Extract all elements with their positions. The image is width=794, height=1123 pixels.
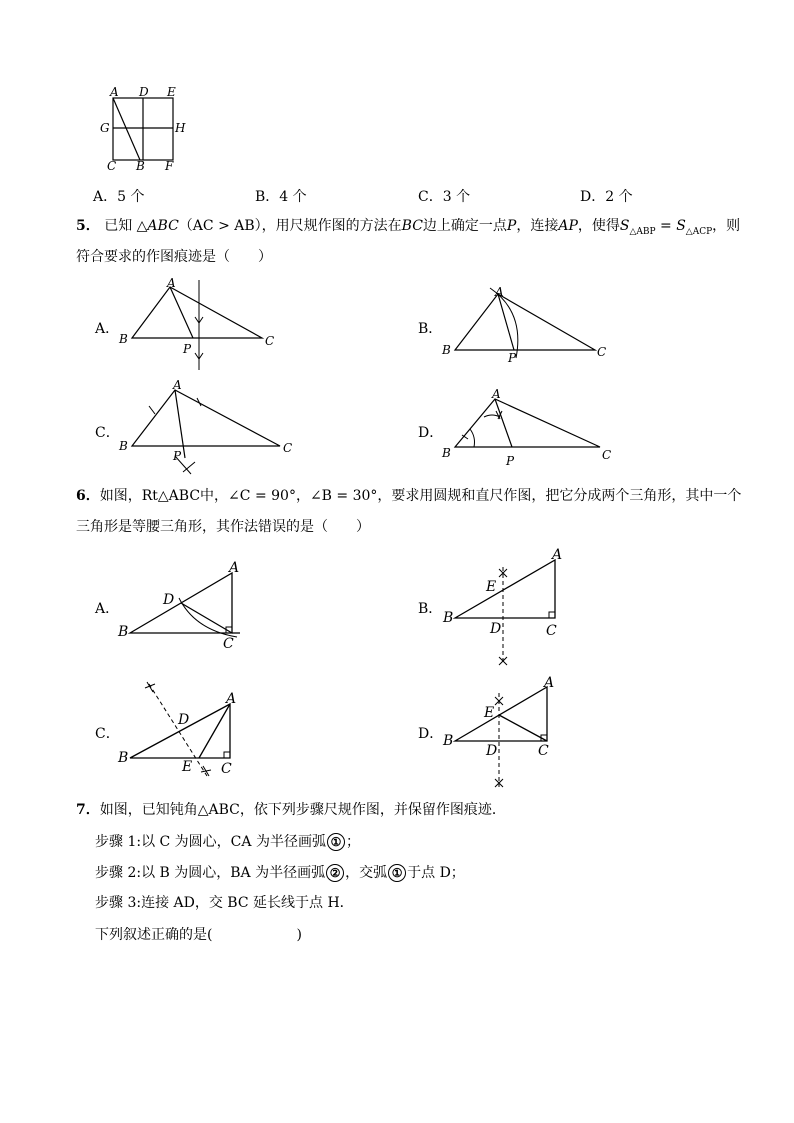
- q6-stem-line1: 6．如图，Rt△ABC中，∠C = 90°，∠B = 30°，要求用圆规和直尺作图，把它分成两个三角形，其中一个: [76, 488, 742, 504]
- q5-label-d: D．: [418, 425, 444, 441]
- q5-label-b: B．: [418, 321, 443, 337]
- q4-option-b: B．4 个: [255, 189, 307, 205]
- q6-label-a: A．: [95, 601, 120, 617]
- q4-option-c: C．3 个: [418, 189, 471, 205]
- svg-text:E: E: [167, 85, 176, 99]
- q4-option-a: A．5 个: [93, 189, 145, 205]
- svg-text:B: B: [443, 610, 454, 626]
- svg-text:P: P: [506, 454, 515, 468]
- q6-stem-line2: 三角形是等腰三角形，其作法错误的是（ ）: [76, 519, 370, 535]
- q6-number: 6．: [76, 488, 100, 504]
- svg-text:A: A: [167, 276, 176, 290]
- q5-label-c: C．: [95, 425, 120, 441]
- q7-step3: 步骤 3:连接 AD，交 BC 延长线于点 H．: [95, 895, 354, 911]
- svg-text:B: B: [443, 733, 454, 749]
- svg-text:D: D: [139, 85, 149, 99]
- svg-text:A: A: [173, 378, 182, 392]
- svg-text:B: B: [136, 159, 145, 173]
- svg-text:E: E: [484, 705, 495, 721]
- svg-text:H: H: [175, 121, 186, 135]
- svg-text:C: C: [538, 743, 549, 759]
- q6-label-c: C．: [95, 726, 120, 742]
- svg-text:D: D: [490, 621, 502, 637]
- q7-step1: 步骤 1:以 C 为圆心，CA 为半径画弧 ① ；: [95, 834, 360, 850]
- svg-text:B: B: [119, 439, 128, 453]
- q7-number: 7．: [76, 802, 100, 818]
- svg-text:A: A: [492, 387, 501, 401]
- q5-number: 5．: [76, 218, 100, 234]
- svg-text:B: B: [119, 332, 128, 346]
- q6-figure-a: [115, 558, 250, 653]
- svg-text:P: P: [173, 449, 182, 463]
- svg-text:C: C: [265, 334, 275, 348]
- svg-text:E: E: [182, 759, 193, 775]
- svg-text:C: C: [546, 623, 557, 639]
- q6-figure-d: [440, 675, 575, 795]
- svg-text:G: G: [100, 121, 110, 135]
- q5-stem-line2: 符合要求的作图痕迹是（ ）: [76, 249, 272, 265]
- svg-text:B: B: [118, 624, 129, 640]
- q4-option-d: D．2 个: [580, 189, 633, 205]
- q5-figure-a: [115, 275, 295, 375]
- q5-figure-b: [440, 282, 620, 367]
- svg-text:A: A: [226, 691, 237, 707]
- svg-text:F: F: [165, 159, 174, 173]
- q6-label-d: D．: [418, 726, 444, 742]
- q6-figure-c: [115, 678, 250, 788]
- svg-text:C: C: [283, 441, 293, 455]
- arc-2-mark: ②: [326, 864, 344, 882]
- q4-grid-figure: [95, 86, 195, 176]
- svg-text:A: A: [110, 85, 119, 99]
- svg-text:E: E: [486, 579, 497, 595]
- q7-step2: 步骤 2:以 B 为圆心，BA 为半径画弧 ② ，交弧 ① 于点 D；: [95, 865, 465, 881]
- svg-text:A: A: [544, 675, 555, 691]
- svg-text:D: D: [486, 743, 498, 759]
- q5-stem-line1: 5． 已知 △ABC（AC > AB），用尺规作图的方法在BC边上确定一点P，连接AP，使得$S_{\triangle ABP} = S_{\triangle ACP}$，则: [76, 218, 741, 237]
- svg-text:C: C: [223, 636, 234, 652]
- q6-figure-b: [440, 545, 575, 670]
- svg-text:C: C: [107, 159, 117, 173]
- arc-1-mark: ①: [388, 864, 406, 882]
- q5-figure-d: [440, 385, 620, 475]
- svg-text:A: A: [552, 547, 563, 563]
- svg-text:C: C: [597, 345, 607, 359]
- svg-text:P: P: [183, 342, 192, 356]
- q5-label-a: A．: [95, 321, 120, 337]
- svg-text:C: C: [602, 448, 612, 462]
- q7-question: 下列叙述正确的是( ): [95, 927, 302, 943]
- svg-text:D: D: [178, 712, 190, 728]
- q6-label-b: B．: [418, 601, 443, 617]
- svg-text:P: P: [508, 351, 517, 365]
- svg-text:A: A: [229, 560, 240, 576]
- svg-text:B: B: [442, 343, 451, 357]
- svg-text:B: B: [442, 446, 451, 460]
- arc-1-mark: ①: [327, 833, 345, 851]
- q5-figure-c: [115, 378, 305, 478]
- svg-text:B: B: [118, 750, 129, 766]
- svg-text:A: A: [495, 285, 504, 299]
- svg-text:D: D: [163, 592, 175, 608]
- q7-stem: 7．如图，已知钝角△ABC，依下列步骤尺规作图，并保留作图痕迹．: [76, 802, 506, 818]
- svg-text:C: C: [221, 761, 232, 777]
